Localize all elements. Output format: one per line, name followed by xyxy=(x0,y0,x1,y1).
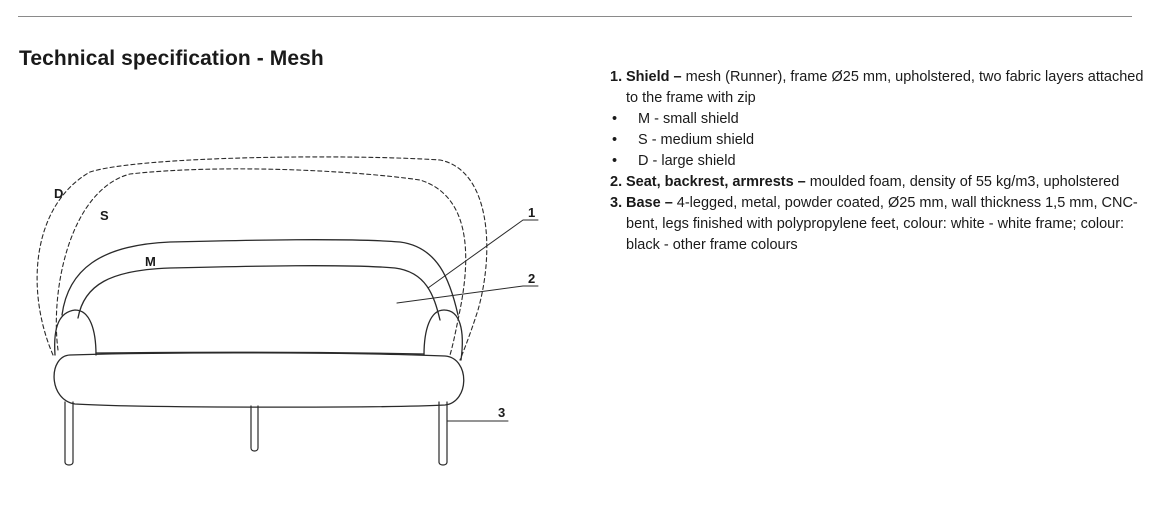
bullet-dot: • xyxy=(612,153,618,169)
spec-item-number: 3. xyxy=(610,195,623,211)
callout-2-leader xyxy=(397,286,538,303)
spec-item-name: Shield – xyxy=(626,69,682,85)
bullet-dot: • xyxy=(612,111,618,127)
seat-cushion xyxy=(54,353,464,407)
leg-front-left xyxy=(65,402,73,465)
shield-option-large xyxy=(610,151,1150,172)
left-armrest xyxy=(55,310,96,355)
spec-item-shield xyxy=(610,67,1150,109)
shield-small-inner xyxy=(78,266,440,320)
spec-item-base xyxy=(610,193,1150,256)
bullet-dot: • xyxy=(612,132,618,148)
spec-item-text: 4-legged, metal, powder coated, Ø25 mm, wall thickness 1,5 mm, CNC-bent, legs finished with polypropylene feet, colour: white - white frame; colour: black - other frame colours xyxy=(626,195,1138,253)
shield-option-text: S - medium shield xyxy=(638,132,755,148)
shield-option-medium xyxy=(610,130,1150,151)
spec-item-seat xyxy=(610,172,1150,193)
spec-item-name: Seat, backrest, armrests – xyxy=(626,174,806,190)
callout-3-label: 3 xyxy=(498,405,506,420)
spec-item-number: 1. xyxy=(610,69,623,85)
leg-front-right xyxy=(439,402,447,465)
spec-item-text: mesh (Runner), frame Ø25 mm, upholstered, two fabric layers attached to the frame with zip xyxy=(626,69,1144,106)
spec-item-number: 2. xyxy=(610,174,623,190)
callout-2-label: 2 xyxy=(528,271,536,286)
shield-label-m: M xyxy=(145,254,156,269)
shield-label-d: D xyxy=(54,186,64,201)
shield-small-outer xyxy=(62,240,458,315)
specification-list xyxy=(610,67,1150,256)
shield-option-small xyxy=(610,109,1150,130)
leg-back-center xyxy=(251,406,258,451)
shield-label-s: S xyxy=(100,208,109,223)
spec-item-name: Base – xyxy=(626,195,673,211)
page-title: Technical specification - Mesh xyxy=(19,47,324,70)
sofa-drawing-svg xyxy=(20,150,550,480)
top-divider xyxy=(18,16,1132,17)
spec-item-text: moulded foam, density of 55 kg/m3, upholstered xyxy=(805,174,1120,190)
callout-1-label: 1 xyxy=(528,205,536,220)
right-armrest xyxy=(424,310,462,360)
shield-option-text: D - large shield xyxy=(638,153,736,169)
callout-1-leader xyxy=(428,220,538,288)
shield-medium-outline xyxy=(56,169,465,355)
shield-option-text: M - small shield xyxy=(638,111,739,127)
sofa-technical-drawing xyxy=(20,150,550,480)
